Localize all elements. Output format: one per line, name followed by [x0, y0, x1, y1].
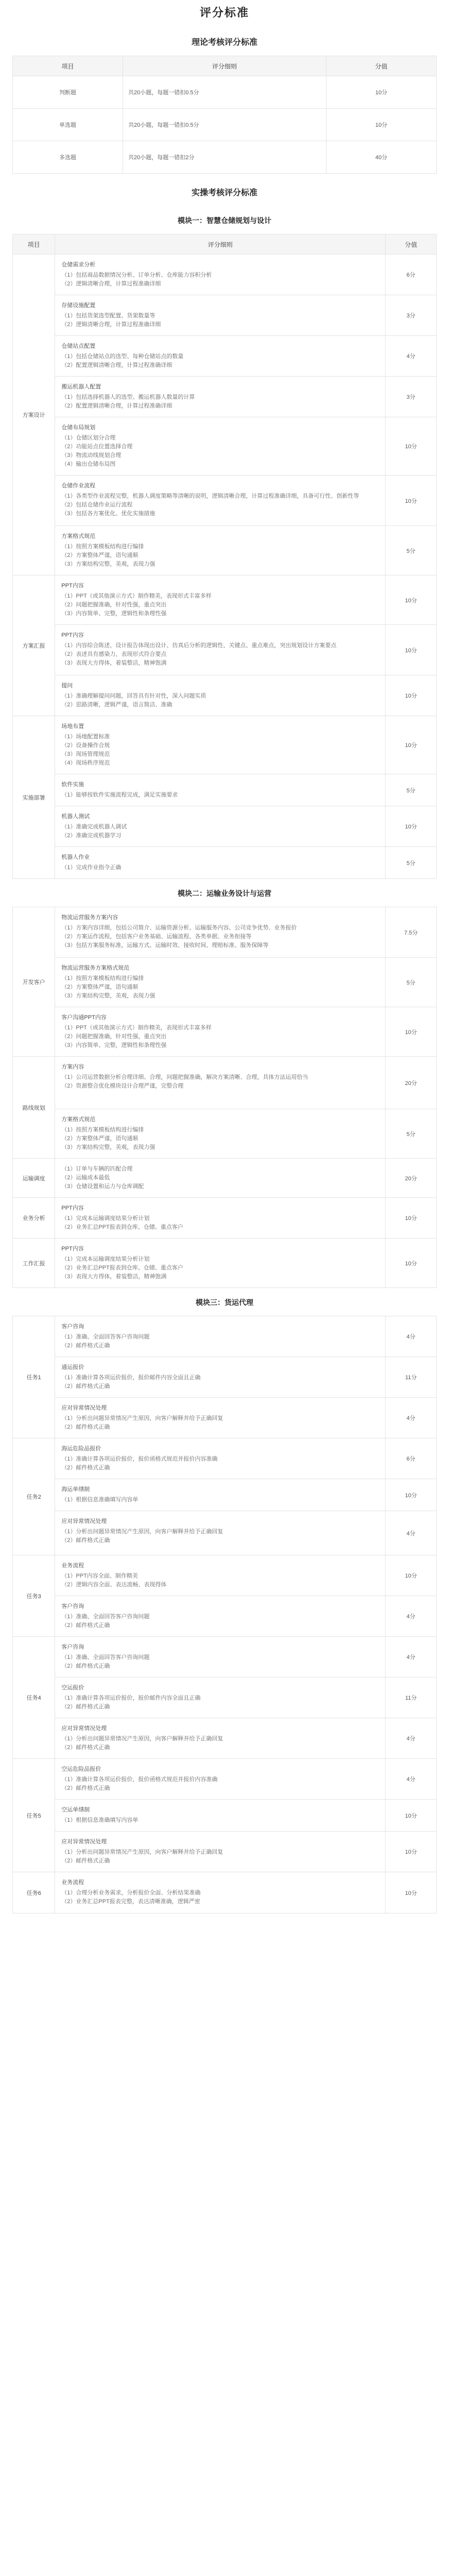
rule-item: （1）包括货架选型配置、货架数量等 — [61, 313, 156, 319]
rule-title: 空运危险品报价 — [61, 1766, 101, 1772]
theory-header-rule: 评分细则 — [123, 56, 326, 76]
rule-item: （2）配置逻辑清晰合理，计算过程准确详细 — [61, 362, 172, 368]
rule-item: （2）邮件格式正确 — [61, 1858, 110, 1864]
rule-title: 应对异常情况处理 — [61, 1725, 107, 1732]
rule-title: 客户咨询 — [61, 1603, 84, 1609]
rule-item: （2）业务汇总PPT报表到仓库、仓储、重点客户 — [61, 1224, 183, 1230]
table-row — [13, 907, 437, 958]
score-cell: 10分 — [386, 625, 437, 675]
rule-title: 客户咨询 — [61, 1324, 84, 1330]
rule-item: （3）包括方案服务标准，运输方式、运输时效、接收时间、理赔标准、服务保障等 — [61, 942, 269, 948]
rule-cell — [55, 336, 386, 377]
rule-item: （2）配置逻辑清晰合理，计算过程准确详细 — [61, 403, 172, 409]
score-cell: 10分 — [386, 575, 437, 625]
score-cell: 5分 — [386, 774, 437, 806]
rule-title: 海运危险品报价 — [61, 1446, 101, 1452]
rule-item: （2）运输成本最低 — [61, 1175, 110, 1181]
score-cell: 20分 — [386, 1159, 437, 1198]
table-row — [13, 1872, 437, 1913]
practice-modules — [12, 206, 437, 1913]
project-cell: 任务4 — [13, 1637, 55, 1759]
score-cell: 3分 — [386, 295, 437, 336]
rule-item: （2）方案整体严谨，语句通顺 — [61, 1136, 139, 1142]
rule-cell — [55, 255, 386, 295]
rule-title: 场地布置 — [61, 723, 84, 730]
rule-item: （2）邮件格式正确 — [61, 1663, 110, 1669]
table-row — [13, 377, 437, 417]
rule-item: （2）包括仓储作业运行流程 — [61, 502, 133, 508]
rule-title: 客户沟通PPT内容 — [61, 1014, 107, 1021]
rule-item: （1）合理分析业务需求，分析报价全面、分析结果准确 — [61, 1890, 201, 1896]
rule-title: 提问 — [61, 683, 73, 689]
rule-cell — [55, 675, 386, 716]
rule-item: （1）准确、全面回答客户咨询问题 — [61, 1654, 150, 1660]
score-cell: 11分 — [386, 1357, 437, 1398]
rule-cell — [55, 1596, 386, 1637]
rule-cell — [55, 295, 386, 336]
rule-item: （4）现场秩序规范 — [61, 760, 110, 766]
practice-header-row — [13, 234, 437, 255]
rule-cell: 共20小题，每题一错扣2分 — [123, 141, 326, 174]
rule-item: （3）仓储设置和运力与仓库调配 — [61, 1183, 144, 1190]
rule-item: （1）各类型作业流程完整，机器人调度策略等清晰的说明，逻辑清晰合理，计算过程准确详细，具备可行性、创新性等 — [61, 493, 359, 499]
rule-item: （1）根据信息准确填写内容单 — [61, 1497, 139, 1503]
score-cell: 4分 — [386, 1398, 437, 1438]
rule-item: （2）邮件格式正确 — [61, 1537, 110, 1544]
rule-item: （2）表述具有感染力，表现形式符合要点 — [61, 651, 167, 657]
rule-cell — [55, 1198, 386, 1239]
table-row — [13, 1759, 437, 1800]
rule-item: （2）业务汇总PPT报表完整，表达清晰准确，逻辑严密 — [61, 1899, 200, 1905]
table-row — [13, 1357, 437, 1398]
rule-item: （1）完成本运输调度结果分析计划 — [61, 1256, 150, 1262]
project-cell: 任务1 — [13, 1316, 55, 1438]
module-title: 模块一：智慧仓储规划与设计 — [178, 216, 271, 225]
rule-item: （3）内容简单、完整，逻辑性和条理性强 — [61, 1042, 167, 1048]
rule-item: （1）完成本运输调度结果分析计划 — [61, 1215, 150, 1222]
rule-cell — [55, 575, 386, 625]
rule-title: 应对异常情况处理 — [61, 1839, 107, 1845]
rule-title: 业务流程 — [61, 1563, 84, 1569]
rule-item: （2）方案运作流程，包括客户业务基础、运输流程、各类单据、业务衔接等 — [61, 934, 252, 940]
table-row — [13, 109, 437, 141]
rule-cell — [55, 526, 386, 575]
rule-cell — [55, 716, 386, 774]
practice-header-rule: 评分细则 — [55, 234, 386, 255]
table-row — [13, 526, 437, 575]
rule-cell — [55, 1555, 386, 1596]
rule-item: （3）表现大方得体，着装整洁，精神饱满 — [61, 1274, 167, 1280]
rule-cell — [55, 806, 386, 847]
rule-item: （1）完成作业指令正确 — [61, 865, 122, 871]
rule-item: （2）方案整体严谨，语句通顺 — [61, 984, 139, 990]
score-cell: 4分 — [386, 1316, 437, 1357]
rule-title: 方案格式规范 — [61, 1116, 96, 1123]
score-cell: 10分 — [386, 1555, 437, 1596]
table-row — [13, 1800, 437, 1832]
rule-item: （2）邮件格式正确 — [61, 1785, 110, 1791]
project-cell: 工作汇报 — [13, 1239, 55, 1288]
rule-item: （1）包括商品数据情况分析、订单分析、仓库能力容积分析 — [61, 272, 212, 278]
rule-cell — [55, 1872, 386, 1913]
rule-title: 搬运机器人配置 — [61, 384, 101, 390]
rule-item: （2）逻辑内容全面、表达流畅、表现得体 — [61, 1582, 167, 1588]
rule-item: （2）邮件格式正确 — [61, 1704, 110, 1710]
project-cell: 开发客户 — [13, 907, 55, 1057]
rule-cell — [55, 1511, 386, 1555]
score-cell: 4分 — [386, 1718, 437, 1759]
rule-title: 方案格式规范 — [61, 533, 96, 539]
score-cell: 4分 — [386, 1637, 437, 1677]
rule-title: 应对异常情况处理 — [61, 1518, 107, 1524]
table-row — [13, 1718, 437, 1759]
rule-title: 软件实施 — [61, 782, 84, 788]
rule-item: （2）邮件格式正确 — [61, 1343, 110, 1349]
rule-item: （2）问题把握准确，针对性强，重点突出 — [61, 1033, 167, 1040]
rule-cell: 共20小题，每题一错扣0.5分 — [123, 109, 326, 141]
rule-item: （2）逻辑清晰合理，计算过程准确详细 — [61, 321, 161, 328]
rule-cell — [55, 1239, 386, 1288]
rule-cell — [55, 625, 386, 675]
rule-item: （3）表现大方得体，着装整洁，精神饱满 — [61, 660, 167, 666]
project-cell: 任务2 — [13, 1438, 55, 1555]
rule-cell — [55, 1759, 386, 1800]
rule-title: 方案内容 — [61, 1064, 84, 1070]
rule-item: （1）按照方案模板结构进行编排 — [61, 1127, 144, 1133]
rule-title: 通运报价 — [61, 1364, 84, 1370]
rule-cell — [55, 1637, 386, 1677]
table-row — [13, 1832, 437, 1872]
score-cell: 4分 — [386, 1511, 437, 1555]
rule-item: （1）分析出问题异常情况产生原因，向客户解释并给予正确回复 — [61, 1736, 223, 1742]
table-row — [13, 1198, 437, 1239]
rule-cell — [55, 1357, 386, 1398]
rule-item: （1）准确、全面回答客户咨询问题 — [61, 1334, 150, 1340]
rule-title: PPT内容 — [61, 632, 84, 638]
rule-cell — [55, 1677, 386, 1718]
rule-item: （1）包括仓储站点的选型、每种仓储站点的数量 — [61, 353, 184, 360]
rule-title: 空运单缮制 — [61, 1807, 90, 1813]
table-row — [13, 141, 437, 174]
rule-title: 业务流程 — [61, 1879, 84, 1886]
rule-title: PPT内容 — [61, 1205, 84, 1211]
rule-title: 机器人作业 — [61, 854, 90, 860]
rule-cell — [55, 907, 386, 958]
practice-score-table — [12, 234, 437, 879]
table-row — [13, 1479, 437, 1511]
table-row — [13, 1239, 437, 1288]
score-cell: 10分 — [386, 1872, 437, 1913]
rule-item: （2）业务汇总PPT报表到仓库、仓储、重点客户 — [61, 1265, 183, 1271]
table-row — [13, 1438, 437, 1479]
score-cell: 10分 — [386, 1479, 437, 1511]
rule-item: （2）设备操作合规 — [61, 742, 110, 749]
project-cell: 方案设计 — [13, 255, 55, 575]
rule-cell — [55, 1800, 386, 1832]
rule-item: （2）逻辑清晰合理，计算过程准确详细 — [61, 281, 161, 287]
table-row — [13, 1007, 437, 1057]
rule-title: 存储设施配置 — [61, 302, 96, 309]
score-cell: 20分 — [386, 1057, 437, 1109]
score-cell: 10分 — [386, 476, 437, 526]
rule-item: （1）订单与车辆的匹配合理 — [61, 1166, 133, 1172]
rule-item: （1）准确计算各项运价报价，报价邮件内容全面且正确 — [61, 1375, 201, 1381]
score-cell: 5分 — [386, 1109, 437, 1159]
score-cell: 10分 — [386, 1832, 437, 1872]
theory-section-title: 理论考核评分标准 — [191, 38, 257, 47]
practice-section-title: 实操考核评分标准 — [191, 189, 257, 197]
score-cell: 40分 — [326, 141, 437, 174]
table-row — [13, 295, 437, 336]
rule-item: （2）邮件格式正确 — [61, 1622, 110, 1629]
table-row — [13, 625, 437, 675]
rule-item: （1）按照方案模板结构进行编排 — [61, 544, 144, 550]
rule-item: （1）根据信息准确填写内容单 — [61, 1817, 139, 1823]
rule-cell — [55, 1438, 386, 1479]
rule-item: （1）分析出问题异常情况产生原因，向客户解释并给予正确回复 — [61, 1529, 223, 1535]
table-row — [13, 76, 437, 109]
score-cell: 6分 — [386, 255, 437, 295]
rule-title: 客户咨询 — [61, 1644, 84, 1650]
rule-item: （2）邮件格式正确 — [61, 1383, 110, 1389]
rule-item: （1）PPT（或其他演示方式）制作精美，表现形式丰富多样 — [61, 593, 212, 599]
rule-item: （1）分析出问题异常情况产生原因，向客户解释并给予正确回复 — [61, 1849, 223, 1855]
rule-item: （2）问题把握准确，针对性强，重点突出 — [61, 602, 167, 608]
score-cell: 4分 — [386, 336, 437, 377]
table-row — [13, 255, 437, 295]
theory-header-row — [13, 56, 437, 76]
project-cell: 实施部署 — [13, 716, 55, 879]
score-cell: 5分 — [386, 847, 437, 879]
rule-item: （3）包括各方案优化、优化实施措施 — [61, 511, 156, 517]
rule-item: （1）准确理解提问问题，回答具有针对性，深入问题实质 — [61, 693, 206, 699]
rule-cell — [55, 774, 386, 806]
table-row — [13, 847, 437, 879]
rule-item: （1）分析出问题异常情况产生原因，向客户解释并给予正确回复 — [61, 1415, 223, 1421]
score-cell: 10分 — [386, 716, 437, 774]
rule-cell — [55, 1398, 386, 1438]
rule-title: 物流运营服务方案格式规范 — [61, 965, 130, 971]
rule-item: （3）物流动线规划合理 — [61, 452, 122, 459]
rule-title: 海运单缮制 — [61, 1486, 90, 1493]
project-cell: 单选题 — [13, 109, 123, 141]
score-cell: 5分 — [386, 526, 437, 575]
table-row — [13, 675, 437, 716]
score-cell: 6分 — [386, 1438, 437, 1479]
rule-item: （1）方案内容详细，包括公司简介、运输资源分析、运输服务内容、公司竞争优势、业务报价 — [61, 925, 297, 931]
rule-item: （3）方案结构完整，美观，表现力强 — [61, 993, 156, 999]
table-row — [13, 806, 437, 847]
practice-score-table — [12, 907, 437, 1288]
project-cell: 运输调度 — [13, 1159, 55, 1198]
table-row — [13, 476, 437, 526]
table-row — [13, 1511, 437, 1555]
rule-title: 应对异常情况处理 — [61, 1405, 107, 1411]
table-row — [13, 1677, 437, 1718]
project-cell: 业务分析 — [13, 1198, 55, 1239]
rule-cell: 共20小题，每题一错扣0.5分 — [123, 76, 326, 109]
rule-title: 物流运营服务方案内容 — [61, 914, 118, 921]
rule-title: 仓储布局规划 — [61, 425, 96, 431]
rule-item: （2）资源整合优化模块设计合理严谨，完整合理 — [61, 1083, 184, 1089]
project-cell: 方案汇报 — [13, 575, 55, 716]
score-cell: 4分 — [386, 1759, 437, 1800]
rule-item: （1）公司运营数据分析合理详细、合理，问题把握准确，解决方案清晰、合理，具体方法运用恰当 — [61, 1074, 308, 1080]
rule-item: （2）邮件格式正确 — [61, 1424, 110, 1430]
rule-item: （2）功能站点位置选择合理 — [61, 444, 133, 450]
score-cell: 10分 — [386, 1198, 437, 1239]
rule-item: （1）能够按软件实施流程完成，满足实施要求 — [61, 792, 178, 798]
rule-cell — [55, 1109, 386, 1159]
rule-item: （1）内容综合陈述，设计报告体现出设计、仿真后分析的逻辑性、关键点、重点难点，突出规划设计方案要点 — [61, 642, 337, 649]
rule-title: PPT内容 — [61, 1246, 84, 1252]
rule-item: （1）准确、全面回答客户咨询问题 — [61, 1614, 150, 1620]
rule-cell — [55, 377, 386, 417]
score-cell: 7.5分 — [386, 907, 437, 958]
practice-header-score: 分值 — [386, 234, 437, 255]
rule-item: （2）方案整体严谨，语句通顺 — [61, 552, 139, 558]
score-cell: 5分 — [386, 958, 437, 1007]
table-row — [13, 1316, 437, 1357]
score-cell: 4分 — [386, 1596, 437, 1637]
document-title: 评分标准 — [199, 6, 249, 19]
rule-cell — [55, 1718, 386, 1759]
rule-item: （2）准确完成机器学习 — [61, 833, 122, 839]
rule-item: （1）PPT内容全面、制作精美 — [61, 1573, 138, 1579]
theory-header-score: 分值 — [326, 56, 437, 76]
table-row — [13, 716, 437, 774]
rule-title: 机器人测试 — [61, 814, 90, 820]
score-cell: 10分 — [386, 417, 437, 476]
score-cell: 10分 — [386, 1800, 437, 1832]
table-row — [13, 575, 437, 625]
rule-title: 空运报价 — [61, 1685, 84, 1691]
theory-score-table — [12, 56, 437, 174]
rule-item: （2）邮件格式正确 — [61, 1465, 110, 1471]
rule-title: 仓储需求分析 — [61, 262, 96, 268]
score-cell: 10分 — [326, 76, 437, 109]
table-row — [13, 958, 437, 1007]
project-cell: 任务6 — [13, 1872, 55, 1913]
project-cell: 任务5 — [13, 1759, 55, 1872]
score-cell: 10分 — [386, 1239, 437, 1288]
rule-item: （1）准确完成机器人调试 — [61, 824, 127, 830]
rule-item: （4）输出仓储布局图 — [61, 461, 116, 467]
module-title: 模块二：运输业务设计与运营 — [178, 889, 271, 897]
rule-cell — [55, 1057, 386, 1109]
score-cell: 10分 — [326, 109, 437, 141]
practice-header-project: 项目 — [13, 234, 55, 255]
rule-cell — [55, 958, 386, 1007]
rule-item: （1）包括选择机器人的选型、搬运机器人数量的计算 — [61, 394, 195, 400]
rule-item: （3）内容简单、完整，逻辑性和条理性强 — [61, 611, 167, 617]
rule-item: （1）按照方案模板结构进行编排 — [61, 975, 144, 981]
rule-title: 仓储站点配置 — [61, 343, 96, 349]
rule-cell — [55, 1159, 386, 1198]
rule-item: （2）思路清晰，逻辑严谨，语言简洁、准确 — [61, 702, 172, 708]
rule-item: （2）邮件格式正确 — [61, 1744, 110, 1751]
rule-item: （3）方案结构完整，美观，表现力强 — [61, 1144, 156, 1150]
project-cell: 任务3 — [13, 1555, 55, 1637]
project-cell: 路线规划 — [13, 1057, 55, 1159]
score-cell: 10分 — [386, 675, 437, 716]
rule-item: （1）场地配置标准 — [61, 734, 110, 740]
table-row — [13, 1109, 437, 1159]
rule-item: （3）现场管理规范 — [61, 751, 110, 757]
rule-item: （1）仓储区划分合理 — [61, 435, 116, 441]
rule-cell — [55, 1316, 386, 1357]
table-row — [13, 1555, 437, 1596]
table-row — [13, 774, 437, 806]
table-row — [13, 1159, 437, 1198]
score-cell: 10分 — [386, 1007, 437, 1057]
rule-title: 仓储作业流程 — [61, 483, 96, 489]
project-cell: 判断题 — [13, 76, 123, 109]
rule-cell — [55, 417, 386, 476]
rule-item: （3）方案结构完整，美观，表现力强 — [61, 561, 156, 567]
rule-item: （1）准确计算各项运价报价，报价函格式规范并报价内容准确 — [61, 1776, 218, 1783]
practice-score-table — [12, 1316, 437, 1913]
rule-cell — [55, 476, 386, 526]
table-row — [13, 1057, 437, 1109]
table-row — [13, 1637, 437, 1677]
table-row — [13, 417, 437, 476]
score-cell: 10分 — [386, 806, 437, 847]
rule-item: （1）准确计算各项运价报价，报价邮件内容全面且正确 — [61, 1695, 201, 1701]
module-title: 模块三：货运代理 — [196, 1298, 253, 1307]
rule-cell — [55, 1832, 386, 1872]
table-row — [13, 336, 437, 377]
rule-cell — [55, 1007, 386, 1057]
table-row — [13, 1398, 437, 1438]
rule-cell — [55, 1479, 386, 1511]
theory-header-project: 项目 — [13, 56, 123, 76]
score-cell: 11分 — [386, 1677, 437, 1718]
rule-item: （1）PPT（或其他演示方式）制作精美，表现形式丰富多样 — [61, 1025, 212, 1031]
rule-title: PPT内容 — [61, 583, 84, 589]
score-cell: 3分 — [386, 377, 437, 417]
rule-cell — [55, 847, 386, 879]
project-cell: 多选题 — [13, 141, 123, 174]
table-row — [13, 1596, 437, 1637]
rule-item: （1）准确计算各项运价报价，报价函格式规范并报价内容准确 — [61, 1456, 218, 1462]
